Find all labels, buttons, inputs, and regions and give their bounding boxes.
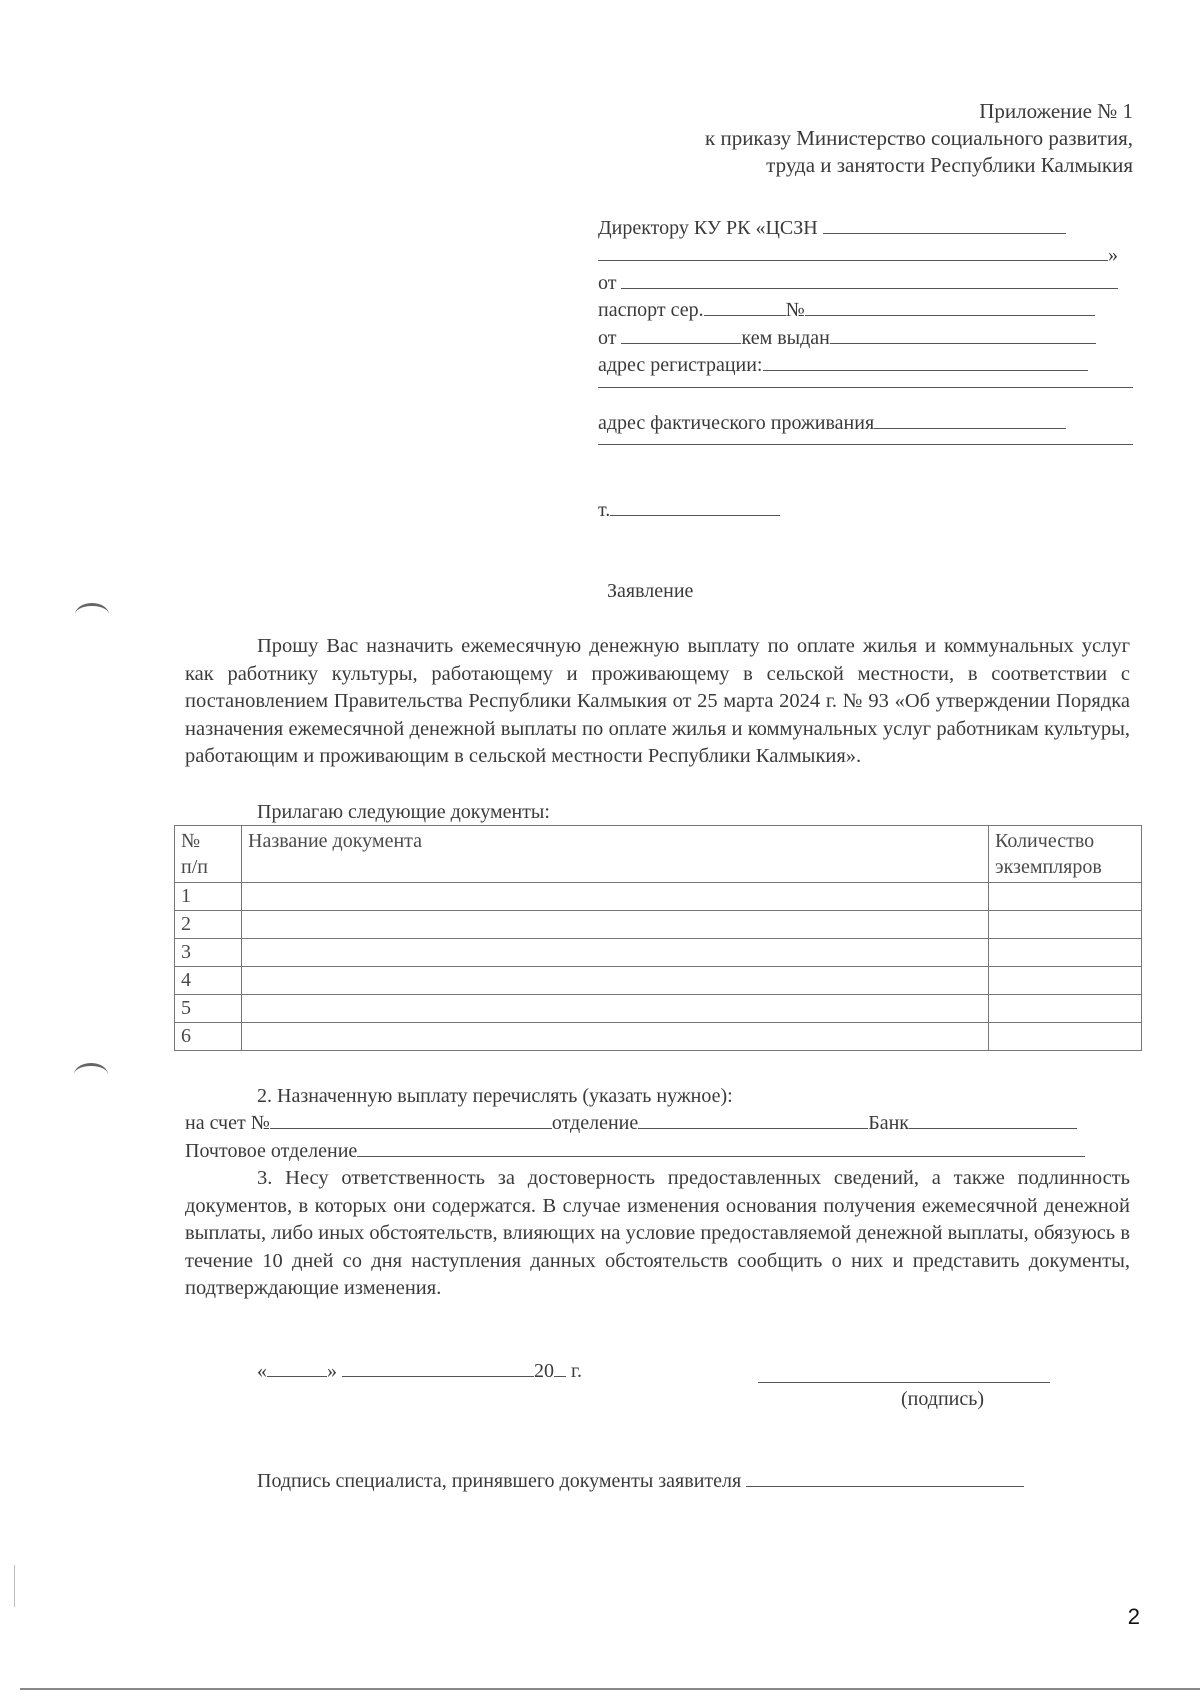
year-suffix: г.: [571, 1360, 582, 1382]
issued-on-field[interactable]: [621, 325, 741, 344]
header-copies: Количество экземпляров: [989, 826, 1142, 883]
document-name-cell[interactable]: [242, 939, 989, 967]
post-office-line: [185, 1138, 1085, 1165]
year-prefix: 20: [534, 1360, 554, 1382]
month-field[interactable]: [342, 1358, 534, 1377]
row-number: 3: [175, 939, 242, 967]
passport-series-label: паспорт сер.: [598, 299, 704, 321]
header-line-1: Приложение № 1: [979, 99, 1133, 123]
account-field[interactable]: [270, 1110, 552, 1129]
page-number: 2: [1127, 1604, 1140, 1629]
table-row: [175, 939, 1142, 967]
attach-intro: Прилагаю следующие документы:: [257, 801, 550, 823]
documents-table: [174, 825, 1142, 1051]
applicant-name-field[interactable]: [621, 270, 1118, 289]
header-line-3: труда и занятости Республики Калмыкия: [766, 153, 1133, 177]
director-field[interactable]: [823, 215, 1066, 234]
registration-address-label: адрес регистрации:: [598, 354, 763, 376]
branch-label: отделение: [551, 1112, 639, 1134]
responsibility-paragraph: 3. Несу ответственность за достоверность предоставленных сведений, а также подлинность документов, в которых они содержатся. В случае изменения основания получения ежемесячной денежной выплаты, либо иных обстоятельств, влияющих на условие предоставляемой денежной выплаты, обязуюсь в течение 10 дней со дня наступления данных обстоятельств сообщить о них и представить документы, подтверждающие изменения.: [185, 1167, 1130, 1299]
table-row: [175, 995, 1142, 1023]
table-row: [175, 883, 1142, 911]
header-number: № п/п: [175, 826, 242, 883]
copies-cell[interactable]: [989, 911, 1142, 939]
punch-hole-mark: [74, 1063, 108, 1086]
actual-address-line-2[interactable]: [598, 444, 1133, 445]
close-quote: »: [327, 1360, 337, 1382]
table-header-row: [175, 826, 1142, 883]
payment-account-line: [185, 1110, 1077, 1137]
phone-field[interactable]: [610, 497, 780, 516]
document-name-cell[interactable]: [242, 967, 989, 995]
signature-label: (подпись): [901, 1388, 985, 1410]
request-paragraph: Прошу Вас назначить ежемесячную денежную выплату по оплате жилья и коммунальных услуг как работнику культуры, работающему и проживающему в сельской местности, в соответствии с постановлением Правительства Республики Калмыкия от 25 марта 2024 г. № 93 «Об утверждении Порядка назначения ежемесячной денежной выплаты по оплате жилья и коммунальных услуг работникам культуры, работающим и проживающим в сельской местности Республики Калмыкия».: [185, 635, 1130, 767]
open-quote: «: [257, 1360, 267, 1382]
post-office-field[interactable]: [357, 1138, 1085, 1157]
actual-address-label: адрес фактического проживания: [598, 412, 875, 434]
issued-on-label: от: [598, 327, 617, 349]
copies-cell[interactable]: [989, 883, 1142, 911]
day-field[interactable]: [267, 1358, 327, 1377]
document-name-cell[interactable]: [242, 1023, 989, 1051]
from-label: от: [598, 272, 617, 294]
row-number: 2: [175, 911, 242, 939]
passport-number-field[interactable]: [805, 297, 1095, 316]
row-number: 6: [175, 1023, 242, 1051]
copies-cell[interactable]: [989, 1023, 1142, 1051]
issued-by-label: кем выдан: [741, 327, 830, 349]
document-name-cell[interactable]: [242, 995, 989, 1023]
registration-address-field[interactable]: [763, 352, 1088, 371]
copies-cell[interactable]: [989, 967, 1142, 995]
signature-field[interactable]: [758, 1382, 1050, 1383]
registration-address-line-2[interactable]: [598, 387, 1133, 388]
issued-by-field[interactable]: [830, 325, 1096, 344]
director-label: Директору КУ РК «ЦСЗН: [598, 217, 818, 239]
passport-series-field[interactable]: [704, 297, 786, 316]
table-row: [175, 967, 1142, 995]
year-field[interactable]: [554, 1358, 566, 1377]
specialist-signature-field[interactable]: [746, 1468, 1024, 1487]
document-title: Заявление: [607, 580, 694, 602]
document-name-cell[interactable]: [242, 911, 989, 939]
post-office-label: Почтовое отделение: [185, 1140, 358, 1162]
copies-cell[interactable]: [989, 939, 1142, 967]
copies-cell[interactable]: [989, 995, 1142, 1023]
header-block: [705, 98, 1133, 179]
phone-label: т.: [598, 499, 611, 521]
scan-bottom-edge: [20, 1688, 1200, 1690]
specialist-signature-line: [257, 1468, 1024, 1495]
specialist-signature-label: Подпись специалиста, принявшего документы заявителя: [257, 1470, 742, 1492]
actual-address-field[interactable]: [874, 410, 1066, 429]
table-row: [175, 1023, 1142, 1051]
punch-hole-mark: [75, 603, 109, 626]
passport-number-label: №: [785, 299, 805, 321]
account-label: на счет №: [185, 1112, 270, 1134]
header-line-2: к приказу Министерство социального развития,: [705, 126, 1133, 150]
document-name-cell[interactable]: [242, 883, 989, 911]
director-field-line-2[interactable]: [598, 242, 1108, 261]
bank-field[interactable]: [909, 1110, 1077, 1129]
payment-instruction: 2. Назначенную выплату перечислять (указать нужное):: [257, 1085, 733, 1107]
header-document-name: Название документа: [242, 826, 989, 883]
row-number: 5: [175, 995, 242, 1023]
date-line: [257, 1358, 582, 1385]
row-number: 4: [175, 967, 242, 995]
table-row: [175, 911, 1142, 939]
bank-label: Банк: [868, 1112, 910, 1134]
row-number: 1: [175, 883, 242, 911]
branch-field[interactable]: [638, 1110, 868, 1129]
closing-quote: »: [1108, 244, 1118, 266]
scan-edge-mark: [14, 1565, 16, 1607]
